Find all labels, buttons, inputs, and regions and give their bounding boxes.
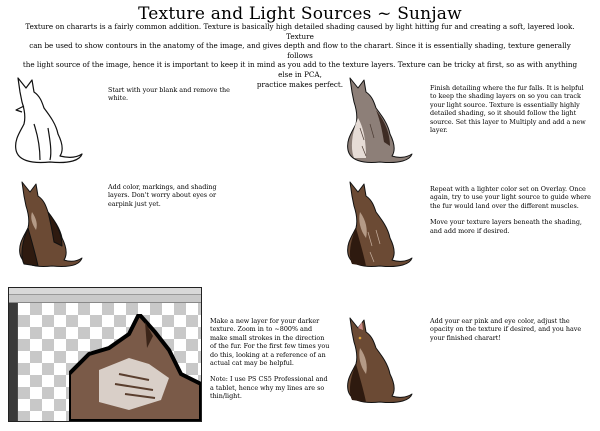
step4-paragraph: Finish detailing where the fur falls. It is helpful to keep the shading layers on so you can track your light source. Texture is essentially highly detailed shading, so it should follow the light source. Set this layer to Multiply and add a new layer.: [430, 84, 586, 135]
step6-finished-cat-image: [340, 308, 414, 406]
intro-text: [20, 22, 580, 89]
intro-line: practice makes perfect.: [256, 79, 344, 89]
step5-text: [430, 185, 592, 243]
photoshop-menu-bar: [9, 288, 201, 295]
step3-note: Note: I use PS CS5 Professional and a tablet, hence why my lines are so thin/light.: [210, 375, 328, 401]
step2-text: [108, 183, 226, 216]
step4-text: [430, 84, 590, 142]
step3-paragraph: Make a new layer for your darker texture. Zoom in to ~800% and make small strokes in the direction of the fur. For the first few times you do this, looking at a reference of an actual cat may be helpful.: [210, 317, 330, 368]
zoomed-cat-head-image: [69, 314, 201, 421]
step2-colored-cat-image: [12, 172, 84, 270]
photoshop-toolbar: [9, 303, 17, 421]
intro-line: can be used to show contours in the anatomy of the image, and gives depth and flow to the charart. Since it is essentially shading, texture generally follows: [29, 41, 571, 60]
photoshop-options-bar: [9, 295, 201, 303]
step1-paragraph: Start with your blank and remove the white.: [108, 86, 230, 103]
photoshop-zoom-screenshot: [8, 287, 202, 422]
step6-paragraph: Add your ear pink and eye color, adjust the opacity on the texture if desired, and you have your finished charart!: [430, 317, 582, 342]
step1-lineart-cat-image: [10, 68, 85, 166]
step5-paragraph: Repeat with a lighter color set on Overlay. Once again, try to use your light source to guide where the fur would land over the different muscles.: [430, 185, 591, 210]
step2-paragraph: Add color, markings, and shading layers. Don't worry about eyes or earpink just yet.: [108, 183, 217, 208]
step3-text: [210, 317, 330, 409]
intro-line: Texture on chararts is a fairly common addition. Texture is basically high detailed shading caused by light hitting fur and creating a soft, layered look. Texture: [25, 22, 575, 41]
intro-line: the light source of the image, hence it is important to keep it in mind as you add to the texture layers. Texture can be tricky at first, so as with anything else in PCA,: [22, 60, 578, 79]
step4-grey-textured-cat-image: [340, 68, 416, 166]
page-title: Texture and Light Sources ~ Sunjaw: [138, 4, 462, 24]
step1-text: [108, 86, 248, 111]
step5-overlay-textured-cat-image: [340, 172, 414, 270]
step5-paragraph-2: Move your texture layers beneath the shading, and add more if desired.: [430, 218, 582, 235]
step6-text: [430, 317, 592, 350]
